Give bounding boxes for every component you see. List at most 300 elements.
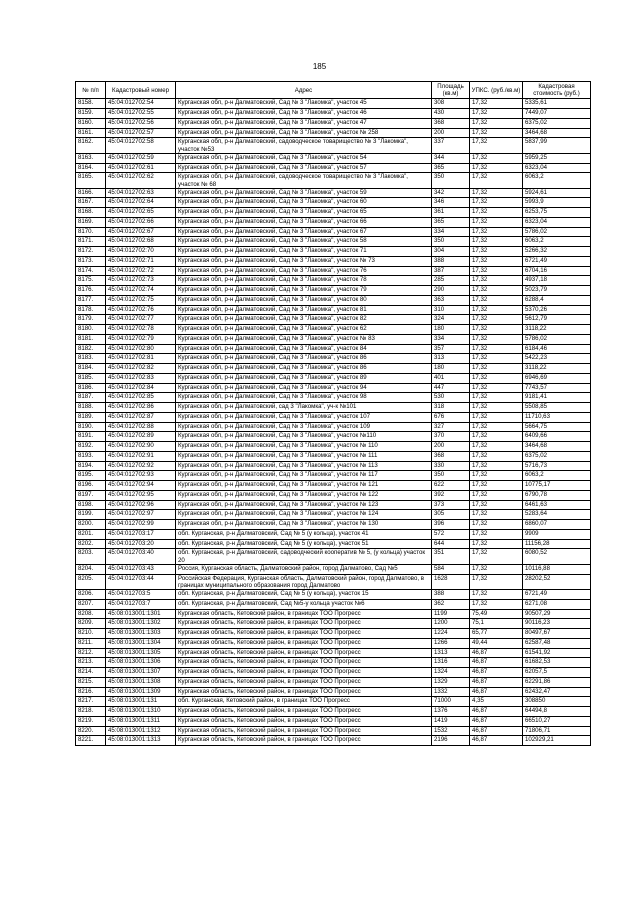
cadastral-number-cell: 45:04:012702:86 [106,403,176,413]
cadastral-number-cell: 45:04:012702:62 [106,173,176,188]
address-cell: Курганская обл, р-н Далматовский, Сад № 3 "Лакомка", участок 89 [176,373,432,383]
row-number-cell: 8174. [76,266,106,276]
cadastral-value-cell: 61682,53 [523,658,591,668]
upks-cell: 17,32 [470,520,523,530]
address-cell: обл. Курганская, р-н Далматовский, Сад № 5 (у кольца), участок 15 [176,590,432,600]
cadastral-value-cell: 4937,18 [523,276,591,286]
area-cell: 1313 [432,648,470,658]
table-row [76,490,591,500]
cadastral-number-cell: 45:04:012702:93 [106,471,176,481]
upks-cell: 17,32 [470,590,523,600]
address-cell: Курганская обл, р-н Далматовский, Сад № 3 "Лакомка", участок 82 [176,315,432,325]
area-cell: 346 [432,198,470,208]
cadastral-number-cell: 45:04:012702:56 [106,118,176,128]
cadastral-value-cell: 6063,2 [523,173,591,188]
header-upks: УПКС. (руб./кв.м) [470,82,523,99]
row-number-cell: 8207. [76,599,106,609]
upks-cell: 17,32 [470,481,523,491]
upks-cell: 46,87 [470,726,523,736]
area-cell: 308 [432,99,470,109]
cadastral-value-cell: 6860,07 [523,520,591,530]
area-cell: 1628 [432,574,470,589]
address-cell: Курганская обл, р-н Далматовский, Сад № 3 "Лакомка", участок № 117 [176,471,432,481]
area-cell: 1376 [432,707,470,717]
cadastral-number-cell: 45:04:012702:58 [106,138,176,153]
row-number-cell: 8201. [76,529,106,539]
table-row [76,208,591,218]
table-row [76,471,591,481]
cadastral-value-cell: 308850 [523,697,591,707]
row-number-cell: 8159. [76,109,106,119]
cadastral-value-cell: 6375,02 [523,451,591,461]
upks-cell: 17,32 [470,325,523,335]
area-cell: 373 [432,500,470,510]
upks-cell: 17,32 [470,188,523,198]
area-cell: 622 [432,481,470,491]
address-cell: Курганская область, Кетовский район, в границах ТОО Прогресс [176,677,432,687]
cadastral-number-cell: 45:04:012702:82 [106,364,176,374]
row-number-cell: 8200. [76,520,106,530]
cadastral-number-cell: 45:08:013001:1301 [106,609,176,619]
address-cell: Курганская обл, р-н Далматовский, Сад № 3 "Лакомка", участок № 111 [176,451,432,461]
upks-cell: 49,44 [470,638,523,648]
cadastral-value-cell: 6721,49 [523,256,591,266]
cadastral-number-cell: 45:04:012702:91 [106,451,176,461]
table-row [76,442,591,452]
table-row [76,481,591,491]
upks-cell: 17,32 [470,334,523,344]
upks-cell: 17,32 [470,198,523,208]
table-row [76,412,591,422]
cadastral-number-cell: 45:04:012703:5 [106,590,176,600]
cadastral-value-cell: 71806,71 [523,726,591,736]
upks-cell: 46,87 [470,677,523,687]
area-cell: 285 [432,276,470,286]
address-cell: Курганская обл, р-н Далматовский, Сад № 3 "Лакомка", участок 79 [176,286,432,296]
cadastral-value-cell: 5612,79 [523,315,591,325]
cadastral-value-cell: 61541,92 [523,648,591,658]
cadastral-value-cell: 3118,22 [523,325,591,335]
row-number-cell: 8197. [76,490,106,500]
address-cell: Курганская обл, р-н Далматовский, садоводческое товарищество № 3 "Лакомка", участок №53 [176,138,432,153]
table-row [76,227,591,237]
upks-cell: 75,49 [470,609,523,619]
table-row [76,393,591,403]
upks-cell: 17,32 [470,373,523,383]
cadastral-number-cell: 45:08:013001:1307 [106,668,176,678]
address-cell: Курганская обл, р-н Далматовский, Сад № 3 "Лакомка", участок 59 [176,188,432,198]
cadastral-value-cell: 9181,41 [523,393,591,403]
address-cell: Россия, Курганская область, Далматовский район, город Далматово, Сад №5 [176,564,432,574]
header-cadastral-value: Кадастровая стоимость (руб.) [523,82,591,99]
cadastral-value-cell: 5924,61 [523,188,591,198]
row-number-cell: 8198. [76,500,106,510]
cadastral-value-cell: 6063,2 [523,471,591,481]
cadastral-number-cell: 45:04:012702:74 [106,286,176,296]
cadastral-number-cell: 45:04:012702:70 [106,247,176,257]
cadastral-value-cell: 6080,52 [523,549,591,564]
area-cell: 2196 [432,736,470,746]
cadastral-number-cell: 45:04:012702:88 [106,422,176,432]
address-cell: Курганская область, Кетовский район, в границах ТОО Прогресс [176,668,432,678]
row-number-cell: 8205. [76,574,106,589]
row-number-cell: 8160. [76,118,106,128]
header-number: № п/п [76,82,106,99]
cadastral-number-cell: 45:04:012702:89 [106,432,176,442]
table-row [76,118,591,128]
cadastral-number-cell: 45:08:013001:1313 [106,736,176,746]
row-number-cell: 8172. [76,247,106,257]
cadastral-number-cell: 45:08:013001:1304 [106,638,176,648]
table-row [76,334,591,344]
row-number-cell: 8210. [76,629,106,639]
address-cell: Курганская область, Кетовский район, в границах ТОО Прогресс [176,648,432,658]
cadastral-value-cell: 5335,61 [523,99,591,109]
upks-cell: 17,32 [470,128,523,138]
cadastral-number-cell: 45:04:012702:76 [106,305,176,315]
table-row [76,217,591,227]
cadastral-value-cell: 5837,99 [523,138,591,153]
table-row [76,286,591,296]
cadastral-value-cell: 6063,2 [523,237,591,247]
cadastral-number-cell: 45:04:012702:78 [106,325,176,335]
address-cell: Курганская обл, р-н Далматовский, Сад № 3 "Лакомка", участок 71 [176,247,432,257]
area-cell: 1329 [432,677,470,687]
cadastral-number-cell: 45:08:013001:1309 [106,687,176,697]
cadastral-number-cell: 45:04:012703:44 [106,574,176,589]
table-row [76,266,591,276]
cadastral-number-cell: 45:04:012702:65 [106,208,176,218]
address-cell: Курганская обл, р-н Далматовский, Сад № 3 "Лакомка", участок № 121 [176,481,432,491]
area-cell: 1224 [432,629,470,639]
row-number-cell: 8168. [76,208,106,218]
address-cell: Курганская обл, р-н Далматовский, Сад № 3 "Лакомка", участок 94 [176,383,432,393]
cadastral-value-cell: 5370,26 [523,305,591,315]
address-cell: Курганская обл, р-н Далматовский, Сад № 3 "Лакомка", участок 86 [176,354,432,364]
upks-cell: 17,32 [470,173,523,188]
area-cell: 644 [432,539,470,549]
row-number-cell: 8181. [76,334,106,344]
address-cell: Курганская обл, р-н Далматовский, Сад № 3 "Лакомка", участок № 130 [176,520,432,530]
cadastral-number-cell: 45:04:012702:99 [106,520,176,530]
cadastral-value-cell: 90116,23 [523,619,591,629]
page-number: 185 [312,62,327,71]
table-row [76,138,591,153]
address-cell: Курганская обл, р-н Далматовский, Сад № 3 "Лакомка", участок № 123 [176,500,432,510]
table-header [76,82,591,99]
area-cell: 447 [432,383,470,393]
area-cell: 365 [432,217,470,227]
table-row [76,173,591,188]
upks-cell: 17,32 [470,118,523,128]
cadastral-number-cell: 45:04:012702:73 [106,276,176,286]
cadastral-value-cell: 6288,4 [523,295,591,305]
row-number-cell: 8195. [76,471,106,481]
upks-cell: 17,32 [470,266,523,276]
address-cell: Курганская обл, р-н Далматовский, сад 3 "Лакомка", уч-к №101 [176,403,432,413]
row-number-cell: 8158. [76,99,106,109]
cadastral-number-cell: 45:04:012702:94 [106,481,176,491]
cadastral-value-cell: 6704,16 [523,266,591,276]
header-cadastral-number: Кадастровый номер [106,82,176,99]
table-row [76,325,591,335]
table-row [76,247,591,257]
cadastral-value-cell: 3464,68 [523,442,591,452]
cadastral-value-cell: 28202,52 [523,574,591,589]
area-cell: 324 [432,315,470,325]
cadastral-number-cell: 45:04:012702:87 [106,412,176,422]
table-row [76,574,591,589]
cadastral-value-cell: 5664,75 [523,422,591,432]
table-row [76,256,591,266]
row-number-cell: 8180. [76,325,106,335]
area-cell: 334 [432,334,470,344]
cadastral-number-cell: 45:04:012702:67 [106,227,176,237]
row-number-cell: 8191. [76,432,106,442]
cadastral-value-table [75,81,591,746]
area-cell: 530 [432,393,470,403]
cadastral-number-cell: 45:04:012702:79 [106,334,176,344]
cadastral-number-cell: 45:04:012702:92 [106,461,176,471]
upks-cell: 17,32 [470,393,523,403]
table-row [76,364,591,374]
row-number-cell: 8216. [76,687,106,697]
header-row [76,82,591,99]
upks-cell: 17,32 [470,354,523,364]
address-cell: Курганская обл, р-н Далматовский, Сад № 3 "Лакомка", участок 84 [176,344,432,354]
upks-cell: 17,32 [470,510,523,520]
row-number-cell: 8193. [76,451,106,461]
address-cell: Курганская область, Кетовский район, в границах ТОО Прогресс [176,629,432,639]
table-row [76,315,591,325]
table-row [76,373,591,383]
cadastral-value-cell: 6409,66 [523,432,591,442]
upks-cell: 17,32 [470,295,523,305]
cadastral-value-cell: 9909 [523,529,591,539]
address-cell: обл. Курганская, р-н Далматовский, Сад № 5 (у кольца), участок 41 [176,529,432,539]
area-cell: 344 [432,153,470,163]
cadastral-value-cell: 62291,86 [523,677,591,687]
cadastral-number-cell: 45:04:012702:90 [106,442,176,452]
address-cell: Курганская обл, р-н Далматовский, Сад № 3 "Лакомка", участок 65 [176,208,432,218]
address-cell: Курганская область, Кетовский район, в границах ТОО Прогресс [176,619,432,629]
address-cell: Курганская обл, р-н Далматовский, Сад № 3 "Лакомка", участок №110 [176,432,432,442]
table-row [76,344,591,354]
address-cell: Курганская обл, р-н Далматовский, садоводческое товарищество № 3 "Лакомка", участок № 68 [176,173,432,188]
cadastral-value-cell: 10775,17 [523,481,591,491]
area-cell: 305 [432,510,470,520]
table-row [76,422,591,432]
table-row [76,500,591,510]
cadastral-value-cell: 6946,69 [523,373,591,383]
upks-cell: 46,87 [470,716,523,726]
table-row [76,510,591,520]
row-number-cell: 8203. [76,549,106,564]
area-cell: 327 [432,422,470,432]
table-row [76,451,591,461]
cadastral-value-cell: 3118,22 [523,364,591,374]
upks-cell: 17,32 [470,315,523,325]
upks-cell: 17,32 [470,208,523,218]
upks-cell: 17,32 [470,412,523,422]
cadastral-number-cell: 45:08:013001:1302 [106,619,176,629]
cadastral-number-cell: 45:04:012702:71 [106,256,176,266]
row-number-cell: 8177. [76,295,106,305]
cadastral-number-cell: 45:04:012702:95 [106,490,176,500]
area-cell: 387 [432,266,470,276]
cadastral-number-cell: 45:04:012702:85 [106,393,176,403]
area-cell: 357 [432,344,470,354]
cadastral-value-cell: 7743,57 [523,383,591,393]
upks-cell: 17,32 [470,574,523,589]
upks-cell: 46,87 [470,707,523,717]
row-number-cell: 8186. [76,383,106,393]
cadastral-value-cell: 62057,5 [523,668,591,678]
upks-cell: 65,77 [470,629,523,639]
cadastral-value-cell: 6184,46 [523,344,591,354]
cadastral-value-cell: 5283,64 [523,510,591,520]
upks-cell: 17,32 [470,344,523,354]
table-row [76,461,591,471]
cadastral-number-cell: 45:04:012702:81 [106,354,176,364]
cadastral-value-cell: 10116,88 [523,564,591,574]
area-cell: 365 [432,163,470,173]
table-row [76,599,591,609]
upks-cell: 17,32 [470,564,523,574]
row-number-cell: 8161. [76,128,106,138]
upks-cell: 17,32 [470,364,523,374]
address-cell: обл. Курганская, р-н Далматовский, Сад №5-у кольца участок №6 [176,599,432,609]
cadastral-value-cell: 6323,04 [523,163,591,173]
cadastral-number-cell: 45:04:012702:80 [106,344,176,354]
address-cell: Курганская обл, р-н Далматовский, Сад № 3 "Лакомка", участок 78 [176,276,432,286]
row-number-cell: 8166. [76,188,106,198]
address-cell: Курганская обл, р-н Далматовский, Сад № 3 "Лакомка", участок 67 [176,227,432,237]
address-cell: Курганская область, Кетовский район, в границах ТОО Прогресс [176,726,432,736]
cadastral-number-cell: 45:04:012702:97 [106,510,176,520]
row-number-cell: 8176. [76,286,106,296]
cadastral-value-cell: 5023,79 [523,286,591,296]
cadastral-number-cell: 45:04:012702:63 [106,188,176,198]
area-cell: 572 [432,529,470,539]
table-row [76,564,591,574]
row-number-cell: 8173. [76,256,106,266]
upks-cell: 17,32 [470,237,523,247]
upks-cell: 17,32 [470,163,523,173]
upks-cell: 17,32 [470,422,523,432]
row-number-cell: 8219. [76,716,106,726]
row-number-cell: 8165. [76,173,106,188]
table-row [76,668,591,678]
row-number-cell: 8179. [76,315,106,325]
row-number-cell: 8221. [76,736,106,746]
address-cell: Курганская область, Кетовский район, в границах ТОО Прогресс [176,687,432,697]
address-cell: Курганская обл, р-н Далматовский, Сад № 3 "Лакомка", участок 98 [176,393,432,403]
address-cell: Курганская область, Кетовский район, в границах ТОО Прогресс [176,609,432,619]
area-cell: 180 [432,364,470,374]
area-cell: 361 [432,208,470,218]
row-number-cell: 8184. [76,364,106,374]
address-cell: Курганская обл, р-н Далматовский, Сад № 3 "Лакомка", участок № 110 [176,442,432,452]
area-cell: 401 [432,373,470,383]
upks-cell: 17,32 [470,109,523,119]
row-number-cell: 8215. [76,677,106,687]
cadastral-number-cell: 45:04:012702:64 [106,198,176,208]
table-row [76,629,591,639]
cadastral-number-cell: 45:08:013001:1303 [106,629,176,639]
row-number-cell: 8170. [76,227,106,237]
upks-cell: 17,32 [470,549,523,564]
row-number-cell: 8185. [76,373,106,383]
header-address: Адрес [176,82,432,99]
upks-cell: 17,32 [470,256,523,266]
table-row [76,383,591,393]
row-number-cell: 8183. [76,354,106,364]
area-cell: 318 [432,403,470,413]
cadastral-number-cell: 45:08:013001:1308 [106,677,176,687]
table-row [76,153,591,163]
area-cell: 1419 [432,716,470,726]
area-cell: 676 [432,412,470,422]
upks-cell: 17,32 [470,599,523,609]
cadastral-number-cell: 45:04:012703:40 [106,549,176,564]
cadastral-number-cell: 45:04:012702:83 [106,373,176,383]
table-row [76,726,591,736]
row-number-cell: 8208. [76,609,106,619]
table-row [76,658,591,668]
table-row [76,677,591,687]
address-cell: Курганская обл, р-н Далматовский, Сад № 3 "Лакомка", участок 76 [176,266,432,276]
address-cell: Курганская обл, р-н Далматовский, Сад № 3 "Лакомка", участок № 122 [176,490,432,500]
cadastral-number-cell: 45:04:012702:57 [106,128,176,138]
row-number-cell: 8189. [76,412,106,422]
table-row [76,648,591,658]
address-cell: Курганская обл, р-н Далматовский, Сад № 3 "Лакомка", участок 57 [176,163,432,173]
cadastral-value-cell: 11710,63 [523,412,591,422]
row-number-cell: 8162. [76,138,106,153]
cadastral-number-cell: 45:08:013001:1312 [106,726,176,736]
upks-cell: 17,32 [470,529,523,539]
row-number-cell: 8187. [76,393,106,403]
area-cell: 362 [432,599,470,609]
upks-cell: 4,35 [470,697,523,707]
area-cell: 337 [432,138,470,153]
cadastral-number-cell: 45:04:012702:54 [106,99,176,109]
cadastral-number-cell: 45:04:012702:55 [106,109,176,119]
cadastral-number-cell: 45:08:013001:131 [106,697,176,707]
address-cell: Курганская обл, р-н Далматовский, Сад № 3 "Лакомка", участок 46 [176,109,432,119]
row-number-cell: 8199. [76,510,106,520]
address-cell: Курганская обл, р-н Далматовский, Сад № 3 "Лакомка", участок 62 [176,325,432,335]
area-cell: 180 [432,325,470,335]
row-number-cell: 8192. [76,442,106,452]
cadastral-number-cell: 45:08:013001:1306 [106,658,176,668]
area-cell: 350 [432,237,470,247]
table-row [76,305,591,315]
area-cell: 1332 [432,687,470,697]
address-cell: Курганская область, Кетовский район, в границах ТОО Прогресс [176,736,432,746]
table-row [76,697,591,707]
table-row [76,707,591,717]
table-row [76,432,591,442]
area-cell: 334 [432,227,470,237]
upks-cell: 46,87 [470,668,523,678]
cadastral-number-cell: 45:08:013001:1305 [106,648,176,658]
cadastral-value-cell: 5786,02 [523,227,591,237]
cadastral-number-cell: 45:04:012702:72 [106,266,176,276]
upks-cell: 46,87 [470,687,523,697]
address-cell: Курганская обл, р-н Далматовский, Сад № 3 "Лакомка", участок 47 [176,118,432,128]
